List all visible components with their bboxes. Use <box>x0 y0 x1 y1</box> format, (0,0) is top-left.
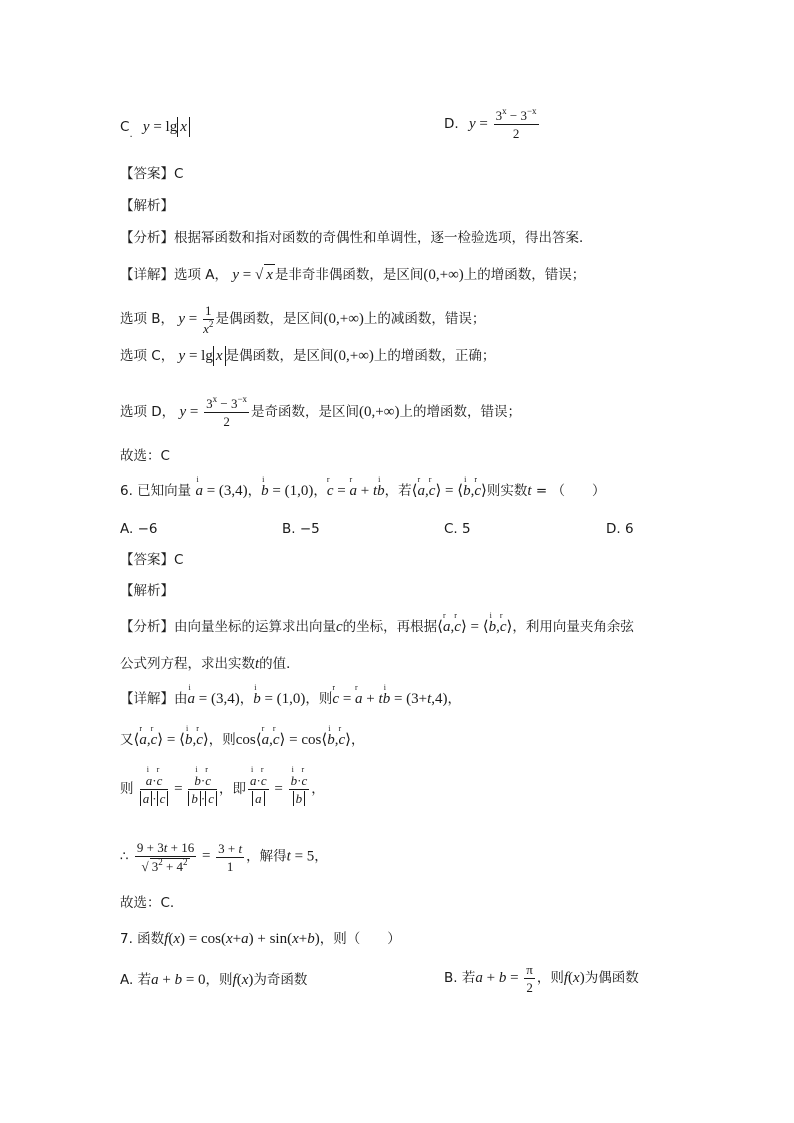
q5-option-c: $C_.$ y = lg x <box>120 117 190 139</box>
q6-detail-1: 【详解】由i a = (3,4)，i b = (1,0)，则r c = r a + ti b = (3+t,4)， <box>120 689 461 709</box>
q5-detail-b: 选项 B， y = $\frac{1}{x^2}$ 是偶函数，是区间(0,+∞)上的减函数，错误； <box>120 303 486 336</box>
q5-option-d: D. y = $\frac{3^x - 3^{-x}}{2}$ <box>444 106 537 141</box>
q6-answer: 【答案】C <box>120 552 184 568</box>
q6-choose: 故选：C. <box>120 895 175 911</box>
q6-option-c: C. 5 <box>444 521 471 537</box>
q6-analysis-title: 【解析】 <box>120 583 174 599</box>
q6-option-a: A. −6 <box>120 521 158 537</box>
q7-option-a: A. 若a + b = 0，则f(x)为奇函数 <box>120 972 308 988</box>
q5-fenxi: 【分析】根据幂函数和指对函数的奇偶性和单调性，逐一检验选项，得出答案． <box>120 230 593 246</box>
q5-answer: 【答案】C <box>120 166 184 182</box>
q5-choose: 故选：C <box>120 448 170 464</box>
q6-detail-3: 则 i $\frac{\text{a·r c}}{a \cdot c}$ = i $\frac{\text{b·r c}}{b \cdot c}$ ，即 i $\frac{\text{a·r c}}{a}$ = i $\frac{\text{b·r c}}{b}$ ， <box>120 773 325 806</box>
q6-detail-4: ∴ $\frac{9 + 3t + 16}{√ 3^2 + 4^2}$ = $\frac{3 + t}{1}$ ，解得t = 5， <box>120 840 328 874</box>
q5-detail-c: 选项 C， y = lg x 是偶函数，是区间(0,+∞)上的增函数，正确； <box>120 348 496 364</box>
q6-fenxi-1: 【分析】由向量坐标的运算求出向量c的坐标，再根据⟨r a,r c⟩ = ⟨i b,r c⟩，利用向量夹角余弦 <box>120 617 634 637</box>
q6-stem: 6. 已知向量 i a = (3,4)，i b = (1,0)，r c = r a + ti b，若⟨r a,r c⟩ = ⟨i b,r c⟩则实数t = （ ） <box>120 481 605 501</box>
q5-detail-a: 【详解】选项 A， y = √ x 是非奇非偶函数，是区间(0,+∞)上的增函数，错误； <box>120 264 585 285</box>
q7-option-b: B. 若a + b = $\frac{\pi}{2}$ ，则f(x)为偶函数 <box>444 962 639 995</box>
q6-fenxi-2: 公式列方程，求出实数t的值． <box>120 656 300 672</box>
q6-detail-2: 又⟨r a,r c⟩ = ⟨i b,r c⟩，则cos⟨r a,r c⟩ = cos⟨i b,r c⟩， <box>120 730 364 750</box>
q5-analysis-title: 【解析】 <box>120 198 174 214</box>
q6-option-d: D. 6 <box>606 521 634 537</box>
q5-detail-d: 选项 D， y = $\frac{3^x - 3^{-x}}{2}$ 是奇函数，是区间(0,+∞)上的增函数，错误； <box>120 394 521 429</box>
q7-stem: 7. 函数f(x) = cos(x+a) + sin(x+b)，则（ ） <box>120 931 401 947</box>
q6-option-b: B. −5 <box>282 521 320 537</box>
